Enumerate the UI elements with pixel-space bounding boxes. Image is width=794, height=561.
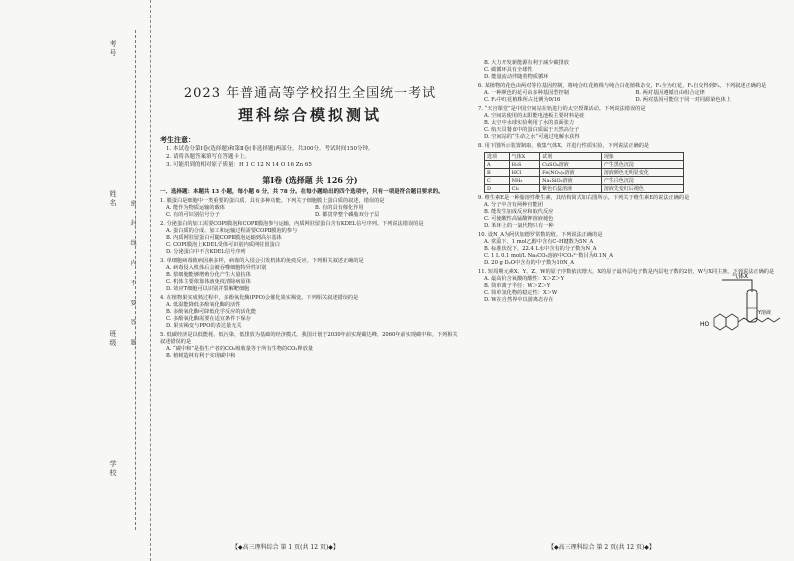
- option: A. 病毒侵入机体后会被吞噬细胞特异性识别: [166, 265, 267, 271]
- option: C. 多酚氧化酶需要在适宜条件下保存: [166, 316, 251, 322]
- option: C. 机体主要依靠体液免疫清除病原体: [166, 279, 251, 285]
- question-stem: 10. 设N_A为阿伏加德罗常数的值。下列说法正确的是: [478, 232, 603, 238]
- option: D. 能量流动伴随着物质循环: [484, 74, 549, 80]
- question-10: [478, 232, 783, 267]
- exam-title: 2023 年普通高等学校招生全国统一考试: [183, 86, 437, 101]
- table-row: [485, 177, 684, 185]
- question-stem: 9. 维生素E是一种脂溶性维生素，其结构简式如右图所示。下列关于维生素E的说法正确的是: [478, 195, 690, 201]
- option: C. COPⅠ膜泡上KDEL受体可识别内质网驻留蛋白: [166, 242, 280, 248]
- option: A. 空间站使用的太阳能电池板主要材料是硅: [484, 113, 585, 119]
- option: A. “碳中和”是指生产者的CO₂吸收量等于所有生物的CO₂释放量: [166, 346, 314, 352]
- table-cell: 产生白色沉淀: [601, 177, 683, 185]
- side-chain: [738, 318, 780, 322]
- option: A. 低温能降低多酚氧化酶的活性: [166, 302, 241, 308]
- seal-line: [135, 30, 136, 530]
- table-cell: 溶液先变红后褪色: [601, 185, 683, 193]
- binding-label-name: 姓名: [109, 190, 117, 208]
- table-cell: 溶液颜色无明显变化: [601, 169, 683, 177]
- question-stem: 4. 在植物果实成熟过程中，多酚氧化酶(PPO)会催化果实褐变。下列相关叙述错误的是: [160, 295, 359, 301]
- option: D. 效应T细胞可以识别并裂解靶细胞: [166, 286, 250, 292]
- option: B. 多酚氧化酶可降低化学反应的活化能: [166, 309, 257, 315]
- table-row: [485, 161, 684, 169]
- question-stem: 8. 用下图所示装置制取、收集气体X，并进行性质实验，下列说法正确的是: [478, 143, 650, 149]
- y-solution-label: Y溶液: [758, 310, 772, 316]
- option: B. 浆细胞能够增殖分化产生大量抗体: [166, 272, 251, 278]
- question-stem: 11. 短周期元素X、Y、Z、W的原子序数依次增大，X的原子最外层电子数是内层电子数的2倍，W与X同主族。下列说法正确的是: [478, 269, 775, 275]
- table-cell: 选项: [485, 153, 510, 161]
- option: D. 果实褐变与PPO的表达量无关: [166, 323, 242, 329]
- option: B. 植树造林有利于实现碳中和: [166, 353, 236, 359]
- question-4: [160, 295, 460, 330]
- table-cell: 产生黑色沉淀: [601, 161, 683, 169]
- section-instructions: 一、选择题：本题共 13 小题，每小题 6 分，共 78 分。在每小题给出的四个选项中，只有一项是符合题目要求的。: [160, 189, 444, 195]
- vitamin-e-structure: [700, 308, 785, 338]
- volume-heading: 第Ⅰ卷 (选择题 共 126 分): [262, 175, 358, 185]
- exam-subtitle: 理科综合模拟测试: [237, 106, 382, 124]
- option: A. 能作为物质运输的载体: [166, 205, 225, 211]
- option: A. 一种颜色的花可由多种基因型控制: [484, 90, 569, 96]
- option: D. 苯环上的一氯代物只有一种: [484, 223, 554, 229]
- question-3: [160, 258, 460, 293]
- option: A. 蛋白质的合成、加工和运输过程需要COPⅡ膜泡的参与: [166, 228, 298, 234]
- notice-item: 2. 请将各题答案填写在答题卡上。: [166, 154, 250, 160]
- chroman-ring: [726, 314, 738, 330]
- option: B. 能发生加成反应和取代反应: [484, 209, 554, 215]
- question-9: [478, 195, 783, 230]
- page-footer-right: 【◆高三理科综合 第 2 页(共 12 页)◆】: [548, 544, 655, 551]
- option: D. 20 g D₂O中含有的中子数为10N_A: [484, 260, 574, 266]
- option: C. 航天员餐食中的蛋白质属于天然高分子: [484, 127, 580, 133]
- question-2: [160, 221, 460, 256]
- table-cell: Fe(NO₃)₂溶液: [540, 169, 602, 177]
- table-row: [485, 169, 684, 177]
- page-footer-left: 【◆高三理科综合 第 1 页(共 12 页)◆】: [232, 544, 339, 551]
- question-stem: 2. 分泌蛋白的加工需要COPⅠ膜泡和COPⅡ膜泡参与运输，内质网驻留蛋白含有KDEL信号序列。下列说法错误的是: [160, 221, 424, 227]
- binding-label-examno: 考号: [109, 40, 117, 58]
- option: B. 简单离子半径：W＞Z＞Y: [484, 283, 551, 289]
- option: C. 简单氢化物的稳定性：X＞W: [484, 290, 558, 296]
- option: A. 分子中含有两种官能团: [484, 202, 543, 208]
- table-cell: D: [485, 185, 510, 193]
- question-stem: 5. 低碳经济是以低能耗、低污染、低排放为基础的经济模式。我国计划于2030年前实现碳达峰，2060年前实现碳中和。下列相关叙述错误的是: [160, 332, 458, 345]
- question-stem: 6. 某植物的花色由两对等位基因控制，将纯合红花植株与纯合白花植株杂交，F₁全为红花，F₁自交得到F₂。下列叙述正确的是: [478, 83, 767, 89]
- table-cell: CuSO₄溶液: [540, 161, 602, 169]
- table-cell: 试剂: [540, 153, 602, 161]
- question-1: [160, 198, 460, 219]
- table-cell: HCl: [509, 169, 539, 177]
- option: D. W在自然界中以游离态存在: [484, 297, 554, 303]
- question-8: [478, 143, 783, 193]
- seal-line-text: 密 封 线 内 不 要 答 题: [129, 200, 136, 352]
- option: B. 内质网驻留蛋白可随COPⅡ膜泡运输到高尔基体: [166, 235, 282, 241]
- benzene-ring: [714, 314, 726, 330]
- table-cell: 紫色石蕊溶液: [540, 185, 602, 193]
- option: D. 两对基因可能位于同一对同源染色体上: [635, 97, 731, 103]
- table-cell: A: [485, 161, 510, 169]
- notice-item: 3. 可能用到的相对原子质量：H 1 C 12 N 14 O 16 Zn 65: [166, 162, 312, 168]
- question-stem: 7. “天宫课堂”是中国空间站在轨进行的太空授课活动。下列说法错误的是: [478, 106, 646, 112]
- delivery-tube: [722, 280, 752, 292]
- table-cell: C: [485, 177, 510, 185]
- question-stem: 1. 膜蛋白是细胞中一类重要的蛋白质，具有多种功能。下列关于细胞膜上蛋白质的叙述，错误的是: [160, 198, 385, 204]
- option: A. 常温下，1 mol乙醇中含有C–H键数为5N_A: [484, 239, 594, 245]
- table-cell: 现象: [601, 153, 683, 161]
- option: B. 有的具有催化作用: [315, 205, 364, 211]
- table-cell: B: [485, 169, 510, 177]
- binding-label-class: 班级: [109, 330, 117, 348]
- option: B. 两对基因遵循自由组合定律: [635, 90, 705, 96]
- option: D. 都贯穿整个磷脂双分子层: [315, 212, 380, 218]
- question-6: [478, 83, 783, 104]
- question-5: [160, 332, 460, 360]
- table-row: [485, 185, 684, 193]
- table-row: [485, 153, 684, 161]
- question-7: [478, 106, 783, 141]
- option: D. 分泌蛋白中不含KDEL信号序列: [166, 249, 246, 255]
- option: A. 最高价含氧酸的酸性：X＞Z＞Y: [484, 276, 565, 282]
- option: C. 碳循环具有全球性: [484, 67, 533, 73]
- hydroxyl-label: HO: [700, 321, 710, 328]
- option: C. 可使酸性高锰酸钾溶液褪色: [484, 216, 554, 222]
- gas-x-label: 气体X: [732, 273, 749, 280]
- table-cell: NH₃: [509, 177, 539, 185]
- notice-heading: 考生注意：: [160, 135, 195, 144]
- option: D. 空间站的“生命之水”可通过电解水获得: [484, 134, 580, 140]
- binding-margin: [0, 0, 151, 561]
- notice-item: 1. 本试卷分第Ⅰ卷(选择题)和第Ⅱ卷(非选择题)两部分，共300分。考试时间150分钟。: [166, 146, 374, 152]
- binding-label-school: 学校: [109, 460, 117, 478]
- table-cell: 气体X: [509, 153, 539, 161]
- table-cell: H₂S: [509, 161, 539, 169]
- left-column: [160, 60, 460, 540]
- table-cell: Cl₂: [509, 185, 539, 193]
- option: B. 大力开发新能源有利于减少碳排放: [484, 60, 569, 66]
- question-5-cont: [478, 60, 783, 81]
- table-cell: Na₂SiO₃溶液: [540, 177, 602, 185]
- option: C. 1 L 0.1 mol/L Na₂CO₃溶液中CO₃²⁻数目为0.1N_A: [484, 253, 613, 259]
- option: B. 标准状况下，22.4 L水中含有的分子数为N_A: [484, 246, 597, 252]
- option: C. F₂中红花植株所占比例为9/16: [484, 97, 561, 103]
- option: C. 有的可识别信号分子: [166, 212, 220, 218]
- reagent-table: [484, 152, 684, 193]
- option: B. 太空中水球实验利用了水的表面张力: [484, 120, 575, 126]
- question-stem: 3. 单细胞病毒致病因素多样，病毒的入侵会引发机体的免疫反应。下列相关叙述正确的是: [160, 258, 364, 264]
